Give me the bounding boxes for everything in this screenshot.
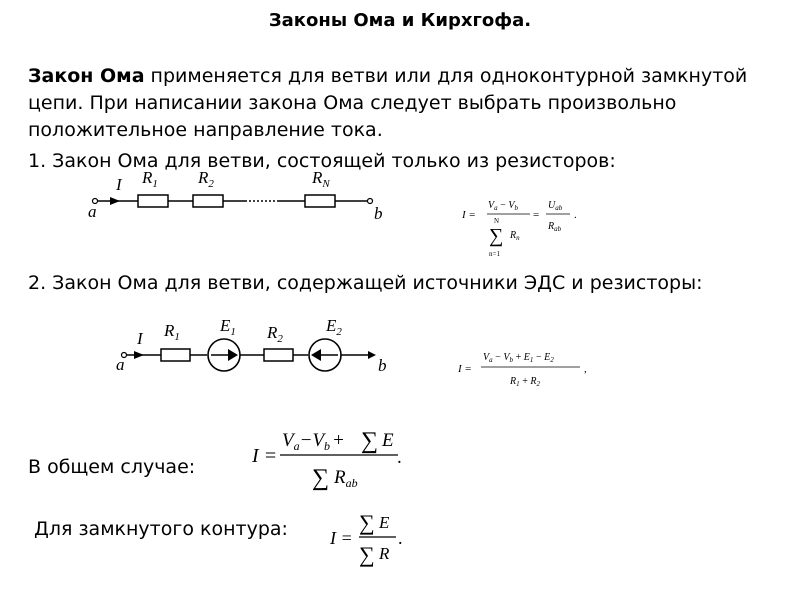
formula2-va: V	[483, 352, 490, 363]
formula2-lhs: I =	[458, 363, 472, 375]
formula2-r2-sub: 2	[536, 380, 540, 388]
svg-text:R1	[141, 168, 158, 190]
formula2-e1-sub: 1	[529, 356, 534, 364]
r2-sub: 2	[277, 333, 283, 345]
formula1-u-sub: ab	[555, 204, 563, 212]
formula1-sum-sign: ∑	[489, 225, 504, 247]
e2-sub: 2	[336, 326, 342, 338]
formula4-end: .	[398, 528, 403, 548]
r1-sub: 1	[174, 331, 180, 343]
formula1-va-sub: a	[494, 204, 498, 212]
svg-text:R1	[163, 321, 180, 343]
formula-ohm-emf	[458, 344, 598, 392]
svg-text:R2	[266, 323, 283, 345]
formula2-r1-sub: 1	[516, 380, 520, 388]
resistor-rn	[305, 195, 335, 207]
r2-sub: 2	[208, 178, 214, 190]
resistor-r1	[161, 349, 190, 361]
section2-heading: 2. Закон Ома для ветви, содержащей источники ЭДС и резисторы:	[28, 272, 703, 294]
general-case-label: В общем случае:	[28, 456, 196, 478]
formula3-lhs: I =	[252, 445, 278, 467]
e2-label: E	[326, 316, 337, 335]
node-a-label: a	[88, 202, 97, 221]
formula3-sum-top: ∑	[361, 428, 379, 454]
formula1-r-sub: n	[516, 234, 520, 242]
current-label: I	[137, 329, 143, 348]
resistor-r2	[264, 349, 293, 361]
formula1-vb-sub: b	[514, 204, 518, 212]
svg-text:RN	[311, 168, 330, 190]
formula3-vb: V	[312, 430, 325, 451]
circuit-emf-diagram	[110, 318, 400, 380]
formula1-eq: =	[533, 209, 540, 221]
svg-text:Rab	[333, 467, 358, 490]
formula-ohm-resistors	[462, 196, 592, 262]
formula1-vb: V	[508, 200, 515, 211]
r2-label: R	[267, 323, 278, 342]
formula2-e1: E	[523, 352, 530, 363]
formula3-vb-sub: b	[324, 439, 331, 453]
formula1-r: R	[510, 230, 517, 241]
closed-loop-label: Для замкнутого контура:	[34, 518, 288, 540]
formula1-minus: −	[499, 200, 507, 211]
formula1-va: V	[488, 200, 495, 211]
intro-bold-term: Закон Ома	[28, 65, 145, 87]
formula2-vb-sub: b	[509, 356, 513, 364]
formula3-r-sub: ab	[345, 476, 358, 490]
formula1-sum-bottom: n=1	[489, 250, 500, 258]
formula2-r1: R	[510, 376, 517, 387]
svg-text:Rn	[509, 230, 520, 242]
node-b-label: b	[378, 356, 387, 375]
svg-text:R2	[197, 168, 214, 190]
resistor-r1	[138, 195, 168, 207]
formula3-plus: +	[332, 430, 345, 451]
formula3-va-sub: a	[293, 439, 300, 453]
formula4-r: R	[379, 544, 390, 563]
formula3-e: E	[382, 430, 394, 451]
formula-closed-loop	[326, 510, 416, 570]
e1-sub: 1	[230, 326, 236, 338]
formula2-e2: E	[544, 352, 551, 363]
r1-label: R	[142, 168, 153, 187]
formula3-va: V	[282, 430, 294, 451]
e1-label: E	[220, 316, 231, 335]
circuit-resistors-diagram	[80, 165, 400, 225]
r1-sub: 1	[152, 178, 158, 190]
svg-text:Rab	[547, 221, 562, 233]
node-b-label: b	[374, 204, 383, 223]
formula1-u: U	[548, 200, 556, 211]
r2-label: R	[198, 168, 209, 187]
section1-heading: 1. Закон Ома для ветви, состоящей только из резисторов:	[28, 150, 616, 172]
formula1-lhs: I =	[462, 209, 476, 221]
svg-text:Va−Vb+: $V_a-V_b$ +	[282, 430, 345, 453]
formula2-end: ,	[584, 363, 587, 375]
formula1-rab-sub: ab	[554, 225, 562, 233]
r1-label: R	[164, 321, 175, 340]
formula4-lhs: I =	[330, 528, 353, 548]
svg-text:Va−Vb+E1−E2: $V_a - V_b + E_1 - E_2$	[483, 352, 554, 364]
rn-label: R	[312, 168, 323, 187]
svg-text:R1+R2: $R_1 + R_2$	[510, 376, 540, 388]
formula-general	[250, 425, 410, 495]
formula4-sum-bottom: ∑	[359, 542, 375, 567]
svg-text:Uab	[548, 200, 563, 212]
intro-paragraph	[28, 63, 778, 144]
current-arrow	[110, 197, 120, 205]
formula1-end: .	[574, 209, 577, 221]
node-b-terminal	[368, 199, 373, 204]
formula3-sum-bottom: ∑	[312, 465, 330, 491]
page-title: Законы Ома и Кирхгофа.	[268, 10, 532, 31]
formula3-end: .	[397, 447, 402, 468]
formula2-r2: R	[530, 376, 537, 387]
formula4-sum-top: ∑	[359, 510, 375, 535]
current-label: I	[116, 175, 122, 194]
svg-text:Va−Vb	[488, 200, 518, 212]
current-arrow	[134, 351, 144, 359]
rn-sub: N	[322, 178, 330, 190]
intro-text: применяется для ветви или для одноконтурной замкнутой цепи. При написании закона Ома следует выбрать произвольно положительное направление тока.	[28, 65, 748, 141]
formula2-e2-sub: 2	[550, 356, 554, 364]
formula2-va-sub: a	[489, 356, 493, 364]
formula4-e: E	[379, 513, 390, 532]
resistor-r2	[193, 195, 223, 207]
formula2-vb: V	[503, 352, 510, 363]
svg-text:E2	[325, 316, 342, 338]
svg-text:E1	[219, 316, 236, 338]
formula1-sum-top: N	[494, 217, 500, 225]
output-arrow	[368, 351, 376, 359]
node-a-label: a	[116, 355, 125, 374]
formula1-rab: R	[548, 221, 555, 232]
formula3-r: R	[334, 467, 346, 488]
